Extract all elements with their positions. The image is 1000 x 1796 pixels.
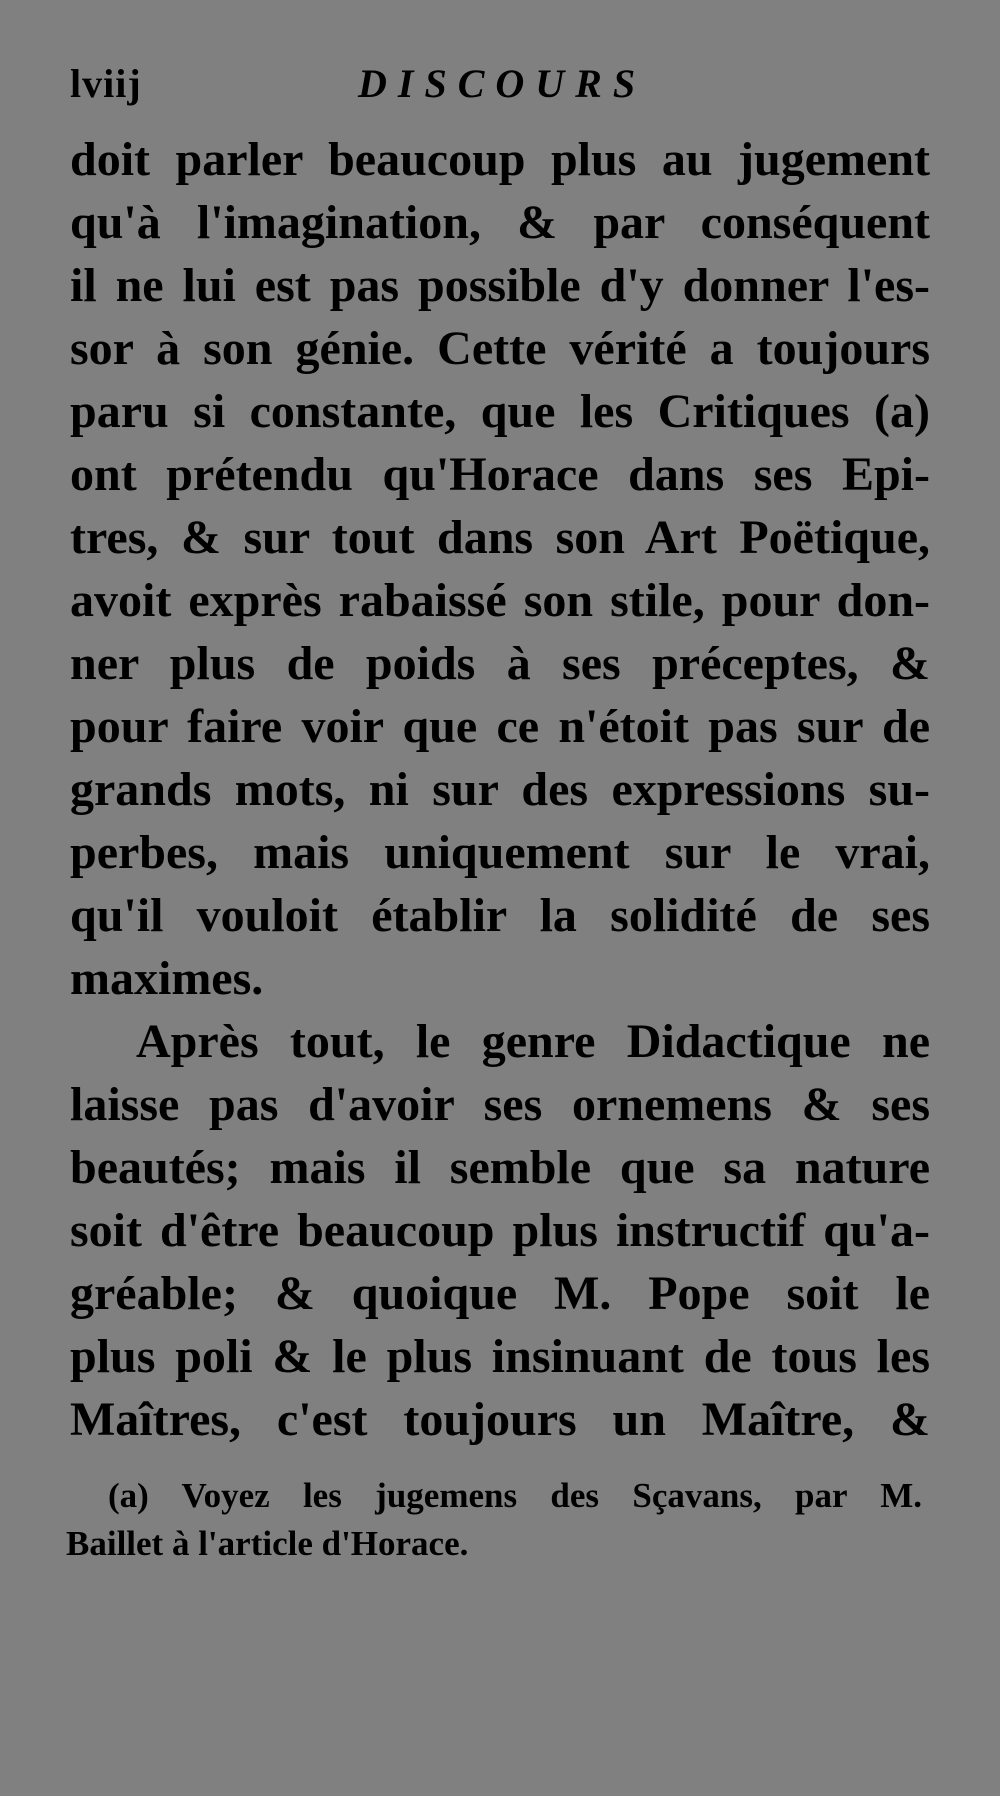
footnote-line: (a) Voyez les jugemens des Sçavans, par M. (108, 1476, 922, 1515)
text-line: plus poli & le plus insinuant de tous les (70, 1330, 930, 1383)
text-line: perbes, mais uniquement sur le vrai, (70, 826, 930, 879)
text-line: il ne lui est pas possible d'y donner l'es- (70, 259, 930, 312)
text-line: Maîtres, c'est toujours un Maître, & (70, 1393, 930, 1446)
text-line: qu'à l'imagination, & par conséquent (70, 196, 930, 249)
text-line: pour faire voir que ce n'étoit pas sur de (70, 700, 930, 753)
page-number: lviij (70, 61, 142, 106)
text-line: soit d'être beaucoup plus instructif qu'a- (70, 1204, 930, 1257)
body-text (70, 128, 930, 1451)
text-line: ont prétendu qu'Horace dans ses Epi- (70, 448, 930, 501)
paragraph-2 (70, 1010, 930, 1451)
page-header (70, 60, 930, 120)
text-line: sor à son génie. Cette vérité a toujours (70, 322, 930, 375)
running-head: DISCOURS (358, 61, 647, 106)
text-line: doit parler beaucoup plus au jugement (70, 133, 930, 186)
text-line: avoit exprès rabaissé son stile, pour don- (70, 574, 930, 627)
text-line: qu'il vouloit établir la solidité de ses (70, 889, 930, 942)
text-line: ner plus de poids à ses préceptes, & (70, 637, 930, 690)
text-line: laisse pas d'avoir ses ornemens & ses (70, 1078, 930, 1131)
text-line: Après tout, le genre Didactique ne (136, 1015, 930, 1068)
text-line: paru si constante, que les Critiques (a) (70, 385, 930, 438)
text-line: tres, & sur tout dans son Art Poëtique, (70, 511, 930, 564)
footnote-line: Baillet à l'article d'Horace. (66, 1524, 469, 1563)
text-line: beautés; mais il semble que sa nature (70, 1141, 930, 1194)
text-line: maximes. (70, 952, 264, 1005)
paragraph-1 (70, 128, 930, 1010)
footnote (66, 1472, 922, 1568)
text-line: grands mots, ni sur des expressions su- (70, 763, 930, 816)
text-line: gréable; & quoique M. Pope soit le (70, 1267, 930, 1320)
